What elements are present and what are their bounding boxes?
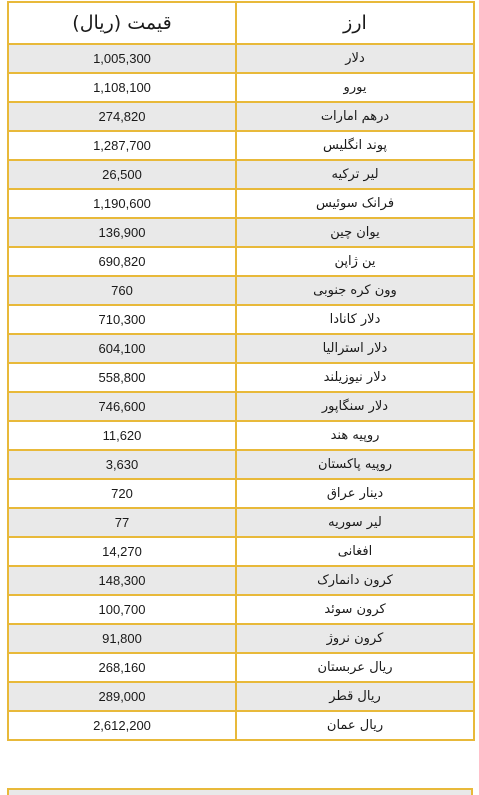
header-price: قیمت (ریال) (8, 2, 236, 44)
currency-name: پوند انگلیس (236, 131, 474, 160)
table-row (8, 566, 474, 595)
table-row (8, 363, 474, 392)
table-row (8, 160, 474, 189)
currency-price: 91,800 (8, 624, 236, 653)
table-row (8, 682, 474, 711)
table-row (8, 44, 474, 73)
table-row (8, 537, 474, 566)
currency-name: دینار عراق (236, 479, 474, 508)
table-body (8, 44, 474, 740)
currency-name: افغانی (236, 537, 474, 566)
currency-name: دلار نیوزیلند (236, 363, 474, 392)
currency-price: 558,800 (8, 363, 236, 392)
currency-name: لیر سوریه (236, 508, 474, 537)
currency-price: 690,820 (8, 247, 236, 276)
currency-name: دلار (236, 44, 474, 73)
table-row (8, 595, 474, 624)
currency-name: لیر ترکیه (236, 160, 474, 189)
header-currency: ارز (236, 2, 474, 44)
currency-price: 1,005,300 (8, 44, 236, 73)
currency-price: 136,900 (8, 218, 236, 247)
currency-name: ریال قطر (236, 682, 474, 711)
table-row (8, 73, 474, 102)
currency-price: 710,300 (8, 305, 236, 334)
table-row (8, 334, 474, 363)
currency-price: 289,000 (8, 682, 236, 711)
currency-price: 26,500 (8, 160, 236, 189)
currency-price: 3,630 (8, 450, 236, 479)
currency-price: 760 (8, 276, 236, 305)
table-row (8, 247, 474, 276)
currency-name: دلار استرالیا (236, 334, 474, 363)
table-row (8, 450, 474, 479)
currency-name: ریال عربستان (236, 653, 474, 682)
currency-name: روپیه هند (236, 421, 474, 450)
currency-price: 1,190,600 (8, 189, 236, 218)
currency-name: یوان چین (236, 218, 474, 247)
currency-name: ریال عمان (236, 711, 474, 740)
currency-price: 2,612,200 (8, 711, 236, 740)
table-row (8, 305, 474, 334)
table-header-row (8, 2, 474, 44)
currency-rates-table (7, 1, 475, 741)
table-partial-row (7, 788, 473, 795)
currency-price: 720 (8, 479, 236, 508)
table-row (8, 392, 474, 421)
currency-name: وون کره جنوبی (236, 276, 474, 305)
currency-name: درهم امارات (236, 102, 474, 131)
table-row (8, 102, 474, 131)
currency-name: کرون سوئد (236, 595, 474, 624)
currency-price: 14,270 (8, 537, 236, 566)
currency-name: دلار کانادا (236, 305, 474, 334)
table-row (8, 421, 474, 450)
currency-name: دلار سنگاپور (236, 392, 474, 421)
currency-name: کرون دانمارک (236, 566, 474, 595)
table-row (8, 508, 474, 537)
currency-price: 604,100 (8, 334, 236, 363)
currency-price: 11,620 (8, 421, 236, 450)
currency-price: 274,820 (8, 102, 236, 131)
currency-price: 77 (8, 508, 236, 537)
currency-price: 268,160 (8, 653, 236, 682)
currency-name: روپیه پاکستان (236, 450, 474, 479)
table-row (8, 189, 474, 218)
table-row (8, 624, 474, 653)
currency-price: 1,287,700 (8, 131, 236, 160)
currency-name: ین ژاپن (236, 247, 474, 276)
currency-name: فرانک سوئیس (236, 189, 474, 218)
currency-price: 148,300 (8, 566, 236, 595)
table-row (8, 479, 474, 508)
table-row (8, 711, 474, 740)
currency-name: یورو (236, 73, 474, 102)
table-row (8, 218, 474, 247)
table-row (8, 276, 474, 305)
table-row (8, 653, 474, 682)
currency-price: 1,108,100 (8, 73, 236, 102)
currency-name: کرون نروژ (236, 624, 474, 653)
currency-price: 746,600 (8, 392, 236, 421)
currency-price: 100,700 (8, 595, 236, 624)
table-row (8, 131, 474, 160)
